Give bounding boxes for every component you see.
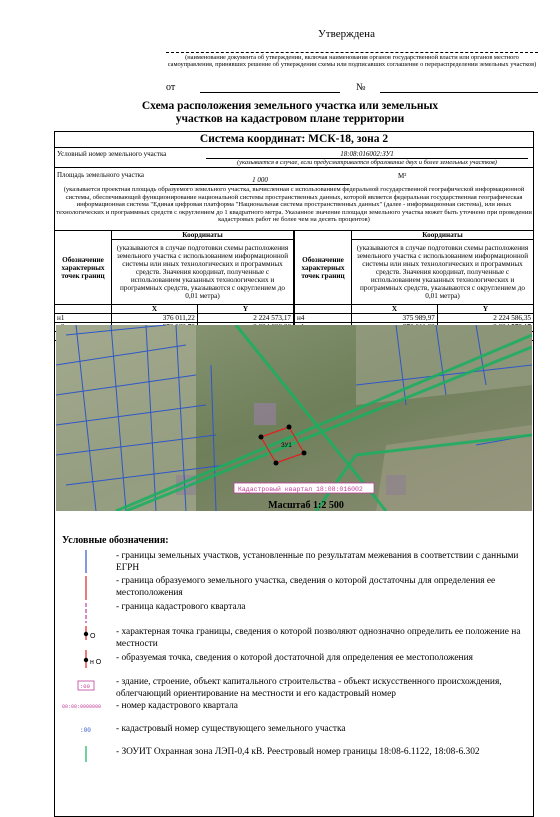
legend-symbols-svg — [62, 548, 110, 763]
from-label: от — [166, 82, 176, 93]
number-label: № — [356, 82, 366, 93]
from-date-field — [200, 92, 340, 93]
col-point-header: Обозначение характерных точек границ — [295, 231, 352, 305]
legend-item: - границы земельных участков, установленные по результатам межевания в соответствии с данными ЕГРН — [116, 551, 519, 573]
coord-system-title: Система координат: МСК-18, зона 2 — [199, 133, 389, 145]
map-quarter-label: Кадастровый квартал 18:08:016002 — [238, 486, 363, 493]
point-marker — [259, 435, 264, 440]
legend-item: - номер кадастрового квартала — [116, 701, 238, 711]
parcel-area-note: (указывается проектная площадь образуемого земельного участка, вычисленная с использованием федеральной государственной географической информационной системы, обеспечивающей функционирование национальной системы пространственных данных, которой является федеральная государственная географическая информационная система "Единая цифровая платформа "Национальная система пространственных данных" (далее - информационная система), или иных технологических и программных средств с округлением до 1 квадратного метра. Указанное значение площади земельного участка может быть уточнено при проведении кадастровых работ не более чем на десять процентов) — [56, 186, 532, 224]
point-name: н4 — [295, 314, 352, 323]
legend-item: - ЗОУИТ Охранная зона ЛЭП-0,4 кВ. Реестровый номер границы 18:08-6.1122, 18:08-6.302 — [116, 747, 480, 757]
parcel-number-label: Условный номер земельного участка — [57, 150, 167, 158]
table-row — [295, 314, 534, 323]
col-y-header: Y — [197, 305, 293, 314]
map-parcel-label: ЗУ1 — [281, 443, 292, 449]
legend-parcel-symbol: :00 — [80, 727, 91, 734]
legend-item: - образуемая точка, сведения о которой достаточной для определения ее местоположения — [116, 653, 473, 663]
approved-heading: Утверждена — [318, 28, 375, 40]
coords-note: (указываются в случае подготовки схемы расположения земельного участка с использованием информационной системы или иных технологических и программных средств. Значения координат, полученные с использованием указанных технологических и программных средств, указываются с округлением до 0,01 метра) — [352, 240, 534, 305]
number-field — [380, 92, 538, 93]
legend-new-point-label: н О — [90, 659, 102, 666]
map-scale: Масштаб 1:2 500 — [268, 500, 344, 511]
legend-quarter-symbol: 00:00:0000000 — [62, 704, 102, 710]
point-x: 375 989,97 — [352, 314, 438, 323]
point-x: 376 011,22 — [112, 314, 198, 323]
divider — [54, 147, 534, 148]
point-name: н1 — [55, 314, 112, 323]
document-title: Схема расположения земельного участка или земельных участков на кадастровом плане территории — [141, 100, 439, 125]
col-x-header: X — [112, 305, 198, 314]
legend-point-label: О — [90, 633, 96, 640]
legend-title: Условные обозначения: — [62, 535, 169, 546]
col-y-header: Y — [437, 305, 533, 314]
parcel-area-unit: М² — [398, 172, 407, 180]
legend-building-symbol: :00 — [80, 683, 90, 690]
parcel-number-value: 18:08:016002:ЗУ1 — [206, 150, 528, 159]
legend-item: - граница образуемого земельного участка, сведения о которой достаточны для определения ее местоположения — [116, 576, 496, 598]
parcel-number-note: (указывается в случае, если предусматривается образование двух и более земельных участков) — [237, 159, 497, 166]
legend-item: - граница кадастрового квартала — [116, 602, 246, 612]
point-y: 2 224 573,17 — [197, 314, 293, 323]
parcel-area-label: Площадь земельного участка — [57, 171, 145, 179]
legend-item: - характерная точка границы, сведения о которой позволяют однозначно определить ее положение на местности — [116, 627, 521, 649]
col-coords-header: Координаты — [112, 231, 294, 240]
legend-item: - кадастровый номер существующего земельного участка — [116, 724, 346, 734]
point-y: 2 224 586,35 — [437, 314, 533, 323]
divider — [54, 167, 534, 168]
point-marker — [287, 425, 292, 430]
coords-note: (указываются в случае подготовки схемы расположения земельного участка с использованием информационной системы или иных технологических и программных средств. Значения координат, полученные с использованием указанных технологических и программных средств, указываются с округлением до 0,01 метра) — [112, 240, 294, 305]
legend-item: - здание, строение, объект капитального строительства - объект искусственного происхождения, облегчающий ориентирование на местности и его кадастровый номер — [116, 677, 502, 699]
parcel-area-value: 1 000 — [170, 176, 350, 185]
point-marker — [274, 461, 279, 466]
approval-note: (наименование документа об утверждении, включая наименования органов государственной власти или органов местного самоуправления, принявших решение об утверждении схемы или подписавших соглашение о перераспределении земельных участков) — [167, 54, 537, 69]
point-marker — [302, 451, 307, 456]
legend-symbols — [62, 548, 110, 763]
cadastral-map — [56, 325, 532, 511]
approval-line — [166, 52, 538, 53]
col-x-header: X — [352, 305, 438, 314]
col-coords-header: Координаты — [352, 231, 534, 240]
col-point-header: Обозначение характерных точек границ — [55, 231, 112, 305]
table-row — [55, 314, 294, 323]
map-svg — [56, 325, 532, 511]
